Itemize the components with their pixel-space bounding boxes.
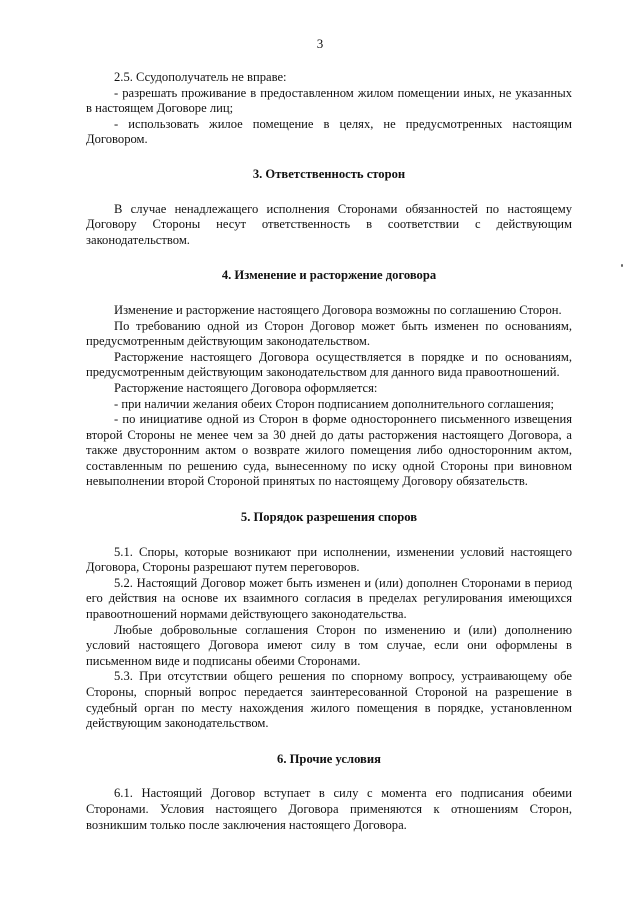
section-5 [86, 510, 572, 732]
scan-speck [621, 264, 623, 267]
section-4 [86, 268, 572, 490]
section-4-paragraph: Изменение и расторжение настоящего Договора возможны по соглашению Сторон. [114, 302, 562, 317]
section-2-5-bullet: - использовать жилое помещение в целях, не предусмотренных настоящим Договором. [86, 116, 572, 147]
section-4-bullet: - по инициативе одной из Сторон в форме одностороннего письменного извещения второй Стороны не менее чем за 30 дней до даты расторжения настоящего Договора, а также двусторонним актом о возврате жилого помещения либо односторонним актом, составленным по решению суда, вынесенному по иску одной Стороны при виновном невыполнении второй Стороной принятых по настоящему Договору обязательств. [86, 412, 572, 489]
section-6-heading: 6. Прочие условия [277, 751, 381, 766]
section-3-paragraph: В случае ненадлежащего исполнения Сторонами обязанностей по настоящему Договору Стороны несут ответственность в соответствии с действующим законодательством. [86, 201, 572, 247]
section-4-paragraph: Расторжение настоящего Договора оформляется: [114, 380, 378, 395]
section-6 [86, 752, 572, 833]
section-3 [86, 167, 572, 248]
section-5-paragraph: 5.1. Споры, которые возникают при исполнении, изменении условий настоящего Договора, Стороны разрешают путем переговоров. [86, 544, 572, 575]
section-5-paragraph: Любые добровольные соглашения Сторон по изменению и (или) дополнению условий настоящего Договора имеют силу в том случае, если они оформлены в письменном виде и подписаны обеими Сторонами. [86, 622, 572, 668]
section-4-paragraph: Расторжение настоящего Договора осуществляется в порядке и по основаниям, предусмотренным действующим законодательством для данного вида правоотношений. [86, 349, 572, 380]
section-2-5 [86, 70, 572, 148]
section-4-heading: 4. Изменение и расторжение договора [221, 268, 437, 283]
section-3-heading: 3. Ответственность сторон [252, 166, 406, 181]
page-number: 3 [316, 36, 324, 51]
section-5-heading: 5. Порядок разрешения споров [240, 510, 418, 525]
section-2-5-bullet: - разрешать проживание в предоставленном жилом помещении иных, не указанных в настоящем Договоре лиц; [86, 85, 572, 116]
section-4-bullet: - при наличии желания обеих Сторон подписанием дополнительного соглашения; [114, 396, 554, 411]
section-2-5-intro: 2.5. Ссудополучатель не вправе: [114, 70, 287, 84]
section-5-paragraph: 5.3. При отсутствии общего решения по спорному вопросу, устраивающему обе Стороны, спорный вопрос передается заинтересованной Стороной на разрешение в судебный орган по месту нахождения жилого помещения в порядке, установленном действующим законодательством. [86, 669, 572, 731]
document-body [86, 70, 572, 833]
section-4-paragraph: По требованию одной из Сторон Договор может быть изменен по основаниям, предусмотренным действующим законодательством. [86, 318, 572, 349]
section-6-paragraph: 6.1. Настоящий Договор вступает в силу с момента его подписания обеими Сторонами. Условия настоящего Договора применяются к отношениям Сторон, возникшим только после заключения настоящего Договора. [86, 786, 572, 832]
section-5-paragraph: 5.2. Настоящий Договор может быть изменен и (или) дополнен Сторонами в период его действия на основе их взаимного согласия в пределах регулирования имеющихся правоотношений нормами действующего законодательства. [86, 575, 572, 622]
